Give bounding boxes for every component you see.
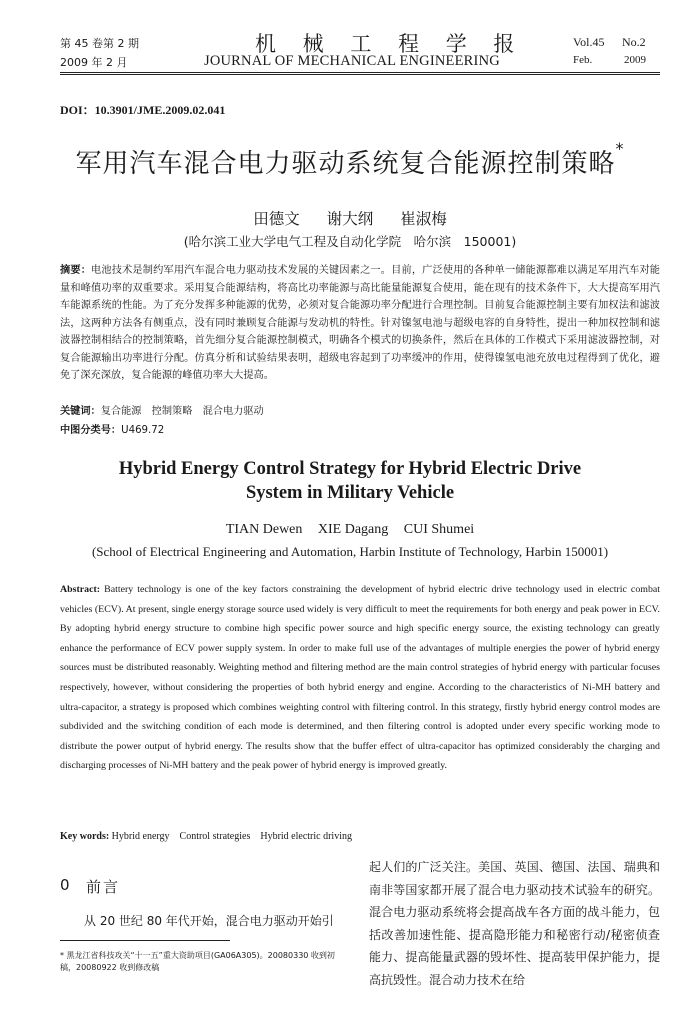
- header-rule: [60, 72, 660, 73]
- month-en: Feb.: [573, 54, 593, 66]
- footnote-rule: [60, 940, 230, 941]
- year-en: 2009: [624, 54, 646, 66]
- author-cn-1: 田德文: [253, 210, 300, 228]
- title-en-line-1: Hybrid Energy Control Strategy for Hybrid Electric Drive: [118, 459, 582, 479]
- issue-en: No.2: [622, 35, 646, 49]
- author-en-3: CUI Shumei: [403, 522, 475, 537]
- author-en-2: XIE Dagang: [317, 522, 389, 537]
- affiliation-cn: (哈尔滨工业大学电气工程及自动化学院 哈尔滨 150001): [183, 234, 517, 249]
- abstract-en-label: Abstract:: [60, 584, 101, 595]
- keywords-cn-label: 关键词：: [60, 406, 101, 417]
- volume-en: Vol.45: [573, 35, 605, 49]
- keywords-cn: [60, 402, 264, 417]
- footnote: * 黑龙江省科技攻关“十一五”重大资助项目(GA06A305)。20080330 收到初稿，20080922 收到修改稿: [60, 951, 335, 972]
- title-en-line-2: System in Military Vehicle: [245, 483, 455, 503]
- author-cn-2: 谢大纲: [326, 210, 374, 228]
- journal-title-en: JOURNAL OF MECHANICAL ENGINEERING: [204, 53, 500, 69]
- section-title: 前言: [86, 878, 121, 896]
- classification-cn: [60, 421, 164, 436]
- body-text-left: 从 20 世纪 80 年代开始，混合电力驱动开始引: [84, 914, 334, 928]
- abstract-en-text: Battery technology is one of the key factors constraining the development of hybrid electric drive technology used in electric combat vehicles (ECV). At present, single energy storage source used widely is very difficult to meet the requirements for both energy and peak power in ECV. By adopting hybrid energy structure to combine high specific power source and high specific energy source, the existing technology can greatly enhance the performance of ECV power supply system. In order to make full use of the advantages of multiple energies the power of hybrid energy sources must be distributed reasonably. Weighting method and filtering method are the main control strategies of hybrid energy with particular focuses respectively, however, without considering the properties of both hybrid energy and engine. According to the characteristics of Ni-MH battery and ultra-capacitor, a strategy is proposed which combines weighting control with filtering control. In this strategy, firstly hybrid energy control modes are subdivided and the switching condition of each mode is determined, and then filtering control is adopted under every specific working mode to distribute the power output of hybrid energy. The results show that the buffer effect of ultra-capacitor has optimized considerably the charging and discharging processes of Ni-MH battery and the peak power of hybrid energy is improved greatly.: [60, 584, 661, 772]
- doi: DOI：10.3901/JME.2009.02.041: [60, 103, 226, 117]
- volume-issue-cn: 第 45 卷第 2 期: [60, 37, 139, 50]
- authors-cn: [0, 207, 700, 229]
- title-cn-text: 军用汽车混合电力驱动系统复合能源控制策略: [75, 149, 616, 179]
- abstract-en: [60, 580, 660, 776]
- abstract-cn-label: 摘要：: [60, 265, 92, 276]
- abstract-cn-text: 电池技术是制约军用汽车混合电力驱动技术发展的关键因素之一。目前，广泛使用的各种单一储能源都难以满足军用汽车对能量和峰值功率的双重要求。采用复合能源结构，将高比功率能源与高比能量能源复合使用，能在现有的技术条件下，大大提高军用汽车能源系统的性能。为了充分发挥多种能源的优势，必须对复合能源功率分配进行合理控制。目前复合能源控制主要有加权法和滤波法，这两种方法各有侧重点，没有同时兼顾复合能源与发动机的特性。针对镍氢电池与超级电容的自身特性，提出一种加权控制和滤波器控制相结合的控制策略，首先细分复合能源控制模式，明确各个模式的切换条件，然后在具体的工作模式下采用滤波器控制，对复合能源输出功率进行分配。仿真分析和试验结果表明，超级电容起到了功率缓冲的作用，使得镍氢电池充放电过程得到了优化，避免了深充深放，复合能源的峰值功率大大提高。: [60, 265, 660, 381]
- title-cn: [0, 139, 700, 180]
- keywords-en-text: Hybrid energy Control strategies Hybrid electric driving: [111, 831, 352, 842]
- abstract-cn: [60, 262, 660, 385]
- author-cn-3: 崔淑梅: [400, 210, 447, 228]
- section-number: 0: [60, 876, 70, 894]
- title-en: [0, 457, 700, 505]
- authors-en: [0, 522, 700, 538]
- keywords-en: [60, 827, 352, 842]
- keywords-en-label: Key words:: [60, 831, 110, 842]
- journal-title-cn: 机 械 工 程 学 报: [255, 32, 525, 56]
- classification-cn-text: U469.72: [121, 425, 165, 436]
- keywords-cn-text: 复合能源 控制策略 混合电力驱动: [100, 406, 264, 417]
- title-footnote-mark: *: [615, 139, 625, 158]
- header-rule-2: [60, 74, 660, 75]
- affiliation-en: (School of Electrical Engineering and Automation, Harbin Institute of Technology, Harbin 150001): [91, 544, 609, 559]
- body-text-right: 起人们的广泛关注。美国、英国、德国、法国、瑞典和南非等国家都开展了混合电力驱动技术试验车的研究。混合电力驱动系统将会提高战车各方面的战斗能力，包括改善加速性能、提高隐形能力和秘密行动/秘密侦查能力、提高能量武器的毁坏性、提高装甲保护能力，提高抗毁性。混合动力技术在给: [369, 860, 660, 987]
- date-cn: 2009 年 2 月: [60, 56, 128, 69]
- author-en-1: TIAN Dewen: [225, 522, 303, 537]
- classification-cn-label: 中图分类号：: [60, 425, 122, 436]
